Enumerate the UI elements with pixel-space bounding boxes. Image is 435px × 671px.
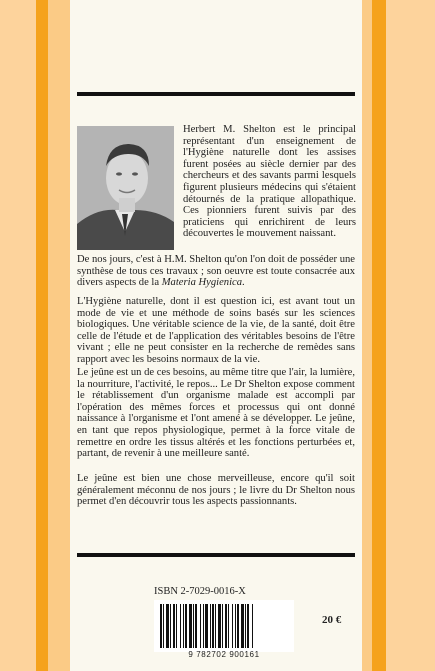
fasting-paragraph: Le jeûne est un de ces besoins, au même titre que l'air, la lumière, la nourriture, l'activité, le repos... Le Dr Shelton expose comment le rétablissement d'un organisme malade est accompli par l'opération des mêmes forces et processus qui ont donné naissance à l'organisme et l'ont amené à se développer. Le jeûne, en tant que repos physiologique, permet à la force vitale de remettre en ordre les tissus altérés et les fonctions perturbées et, partant, de revenir à une meilleure santé. [77, 367, 355, 460]
bottom-rule [77, 553, 355, 557]
synthesis-text: De nos jours, c'est à H.M. Shelton qu'on l'on doit de posséder une synthèse de tous ces travaux ; son oeuvre est toute consacrée aux divers aspects de la [77, 254, 355, 289]
hygiene-paragraph: L'Hygiène naturelle, dont il est question ici, est avant tout un mode de vie et une méthode de soins basés sur les sciences biologiques. Une véritable science de la vie, de la santé, doit être celle de l'étude et de l'application des véritables besoins de l'être vivant ; elle ne peut consister en la recherche de remèdes sans rapport avec les besoins normaux de la vie. [77, 296, 355, 365]
right-outer-band [386, 0, 435, 671]
barcode-image [154, 600, 294, 652]
price-label: 20 € [322, 614, 342, 626]
intro-paragraph: Herbert M. Shelton est le principal représentant d'un enseignement de l'Hygiène naturelle dont les assises furent posées au siècle dernier par des chercheurs et des savants parmi lesquels figurent plusieurs médecins qui s'étaient détournés de la pratique allopathique. Ces pionniers furent suivis par des praticiens qui enrichirent de leurs découvertes le mouvement naissant. [183, 124, 356, 240]
barcode-digits: 9 782702 900161 [188, 650, 260, 659]
top-rule [77, 92, 355, 96]
closing-paragraph: Le jeûne est bien une chose merveilleuse, encore qu'il soit généralement méconnu de nos jours ; le livre du Dr Shelton nous permet d'en découvrir tous les aspects passionnants. [77, 473, 355, 508]
isbn-number: ISBN 2-7029-0016-X [154, 586, 246, 597]
author-portrait-photo [77, 126, 174, 250]
left-outer-band [0, 0, 36, 671]
cover-panel [70, 0, 362, 671]
left-inner-band [48, 0, 70, 671]
left-orange-stripe [36, 0, 48, 671]
synthesis-end: . [242, 277, 245, 289]
right-inner-band [362, 0, 372, 671]
materia-hygienica-title: Materia Hygienica [161, 277, 243, 289]
right-orange-stripe [372, 0, 386, 671]
synthesis-paragraph [77, 254, 355, 289]
